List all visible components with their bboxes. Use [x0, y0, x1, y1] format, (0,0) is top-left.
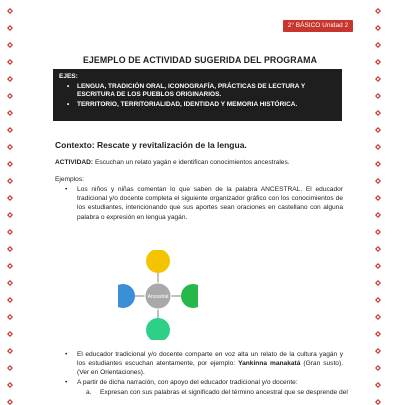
ornament-diamond-icon	[375, 365, 381, 371]
page-title: EJEMPLO DE ACTIVIDAD SUGERIDA DEL PROGRAMA	[82, 55, 318, 65]
ornament-diamond-icon	[7, 42, 13, 48]
ornament-diamond-icon	[375, 297, 381, 303]
sub-item-marker: a.	[86, 389, 92, 396]
ejes-heading: EJES:	[59, 73, 78, 80]
ornament-diamond-icon	[7, 76, 13, 82]
example-bullet	[65, 350, 343, 378]
example-text: Los niños y niñas comentan lo que saben de la palabra ANCESTRAL. El educador tradicional y/o docente completa el siguiente organizador gráfico con los conocimientos de los estudiantes, intencionando que sus aportes sean oraciones en castellano con alguna palabra o expresión en lengua yagán.	[77, 186, 343, 221]
organizer-circle-right	[181, 284, 198, 308]
ornament-diamond-icon	[375, 280, 381, 286]
ornament-diamond-icon	[375, 110, 381, 116]
organizer-circle-top	[146, 250, 170, 273]
context-heading: Contexto: Rescate y revitalización de la lengua.	[55, 140, 247, 150]
examples-label: Ejemplos:	[55, 176, 84, 183]
ornament-diamond-icon	[375, 246, 381, 252]
ornament-diamond-icon	[7, 382, 13, 388]
ornament-diamond-icon	[375, 178, 381, 184]
ejes-item	[59, 101, 336, 109]
ornament-diamond-icon	[7, 280, 13, 286]
ornament-diamond-icon	[375, 263, 381, 269]
ornament-diamond-icon	[7, 331, 13, 337]
example-text-part: El educador tradicional y/o docente comparte en voz alta un relato de la cultura yagán y los estudiantes escuchan atentamente, por ejemplo:	[77, 351, 343, 368]
example-text-part: (Gran susto). (Ver en Orientaciones).	[77, 360, 343, 377]
ornament-diamond-icon	[375, 144, 381, 150]
organizer-circle-bottom	[146, 318, 170, 340]
example-bullet	[65, 378, 343, 387]
ornament-diamond-icon	[375, 229, 381, 235]
ornament-diamond-icon	[375, 161, 381, 167]
bullet-icon: •	[67, 100, 70, 108]
ornament-diamond-icon	[7, 161, 13, 167]
activity-line	[55, 159, 345, 166]
ornament-diamond-icon	[375, 382, 381, 388]
sub-item-text: Expresan con sus palabras el significado del término ancestral que se desprende del	[100, 389, 348, 396]
ornament-diamond-icon	[7, 178, 13, 184]
activity-text: Escuchan un relato yagán e identifican conocimientos ancestrales.	[94, 159, 290, 166]
ornament-diamond-icon	[375, 212, 381, 218]
bullet-icon: •	[65, 351, 68, 358]
organizer-circle-left	[118, 284, 135, 308]
ornament-diamond-icon	[7, 93, 13, 99]
ejes-item-text: TERRITORIO, TERRITORIALIDAD, IDENTIDAD Y MEMORIA HISTÓRICA.	[77, 100, 298, 108]
organizer-center-label: Ancestral	[147, 294, 169, 300]
ornament-diamond-icon	[375, 42, 381, 48]
ornament-diamond-icon	[7, 8, 13, 14]
ornament-diamond-icon	[7, 246, 13, 252]
story-title: Yankinna manakatá	[238, 360, 301, 368]
ornament-diamond-icon	[7, 212, 13, 218]
activity-label: ACTIVIDAD:	[55, 159, 94, 166]
bullet-icon: •	[67, 83, 70, 90]
example-text: A partir de dicha narración, con apoyo del educador tradicional y/o docente:	[77, 379, 298, 386]
ornament-diamond-icon	[7, 144, 13, 150]
unit-badge: 2° BÁSICO Unidad 2	[283, 20, 353, 32]
ornament-diamond-icon	[7, 195, 13, 201]
ornament-diamond-icon	[375, 93, 381, 99]
ornament-diamond-icon	[375, 314, 381, 320]
ornament-diamond-icon	[375, 25, 381, 31]
example-text	[65, 350, 343, 378]
ejes-item-text: LENGUA, TRADICIÓN ORAL, ICONOGRAFÍA, PRÁCTICAS DE LECTURA Y ESCRITURA DE LOS PUEBLOS ORIGINARIOS.	[77, 83, 306, 99]
bullet-icon: •	[65, 379, 68, 386]
ejes-box	[53, 69, 342, 121]
bullet-icon: •	[65, 186, 68, 193]
example-bullet	[65, 185, 343, 222]
ornament-diamond-icon	[375, 195, 381, 201]
ornament-diamond-icon	[375, 127, 381, 133]
ornament-diamond-icon	[7, 365, 13, 371]
ornament-diamond-icon	[375, 331, 381, 337]
ornament-diamond-icon	[7, 263, 13, 269]
ornament-diamond-icon	[375, 348, 381, 354]
ejes-item	[59, 83, 336, 100]
ornament-diamond-icon	[7, 25, 13, 31]
ornament-diamond-icon	[7, 348, 13, 354]
ornament-diamond-icon	[7, 229, 13, 235]
ornament-diamond-icon	[7, 314, 13, 320]
ornament-diamond-icon	[7, 110, 13, 116]
ornament-diamond-icon	[375, 76, 381, 82]
sub-item	[86, 388, 346, 397]
graphic-organizer	[118, 250, 198, 340]
ornament-diamond-icon	[7, 297, 13, 303]
ornament-diamond-icon	[7, 127, 13, 133]
ornament-diamond-icon	[375, 8, 381, 14]
